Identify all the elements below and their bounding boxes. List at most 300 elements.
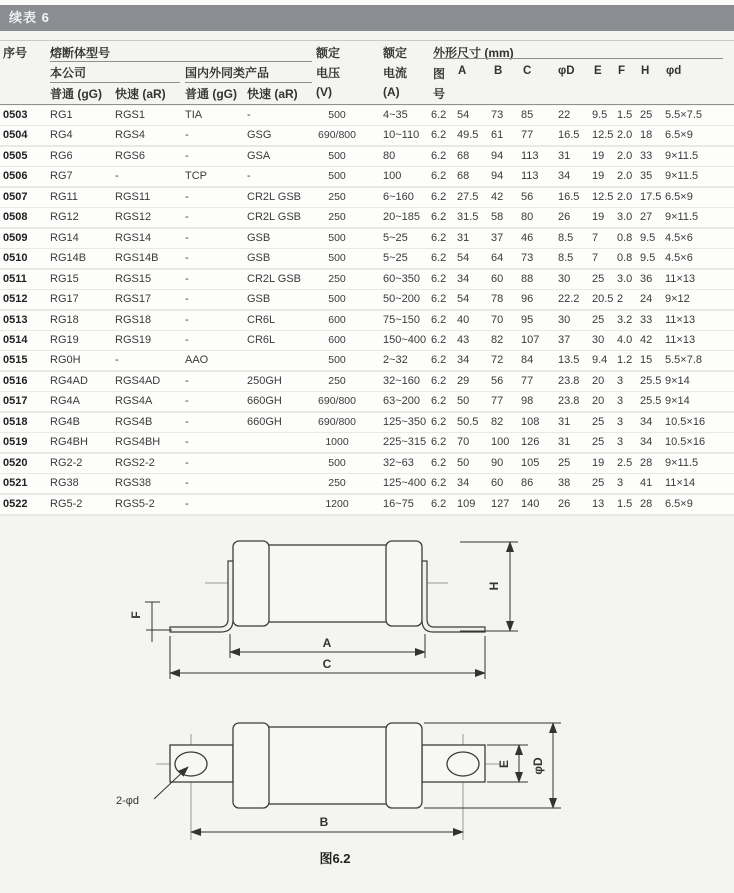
table-cell: 96 (521, 293, 534, 306)
table-cell: 3 (617, 415, 624, 428)
table-cell: - (115, 354, 119, 367)
dim-E-label: E (497, 759, 511, 769)
dim-col-header: φd (666, 65, 682, 77)
table-cell: 56 (521, 190, 534, 203)
col-company-ar: 快速 (aR) (115, 87, 166, 101)
table-cell: 35 (640, 170, 653, 183)
table-cell: 2 (617, 293, 624, 306)
table-cell: 1000 (325, 436, 349, 449)
table-row (0, 311, 734, 332)
table-cell: 34 (457, 272, 470, 285)
table-cell: 225~315 (383, 436, 427, 449)
table-cell: 24 (640, 293, 653, 306)
table-cell: 0507 (3, 190, 28, 203)
table-cell: 0522 (3, 497, 28, 510)
table-cell: 6.2 (431, 477, 447, 490)
company-underline (50, 82, 180, 83)
table-cell: 9.4 (592, 354, 608, 367)
table-cell: 0521 (3, 477, 28, 490)
table-cell: 6.2 (431, 149, 447, 162)
table-cell: 0505 (3, 149, 28, 162)
table-cell: 34 (457, 354, 470, 367)
col-serial-header: 序号 (3, 46, 28, 60)
table-cell: 4.0 (617, 333, 633, 346)
model-group-underline (50, 61, 312, 62)
table-cell: GSG (247, 129, 272, 142)
table-cell: 5.5×7.5 (665, 109, 703, 121)
table-cell: RG17 (50, 293, 79, 306)
table-row (0, 188, 734, 209)
fuse-left-cap (233, 723, 269, 808)
table-cell: RG4B (50, 415, 80, 428)
table-cell: 32~160 (383, 374, 421, 387)
table-cell: 9.5 (592, 109, 608, 121)
table-cell: 70 (491, 313, 504, 326)
table-cell: 2.0 (617, 149, 633, 162)
left-bracket (170, 561, 233, 632)
table-cell: 9×11.5 (665, 211, 699, 224)
table-cell: 37 (558, 333, 571, 346)
table-cell: 20 (592, 374, 605, 387)
table-cell: - (185, 293, 189, 306)
table-cell: 30 (558, 313, 571, 326)
table-cell: CR2L GSB (247, 190, 302, 203)
col-current-header2: 电流 (383, 66, 408, 80)
table-cell: 16.5 (558, 129, 580, 142)
dim-col-header: C (523, 65, 532, 77)
table-cell: 75~150 (383, 313, 421, 326)
section-title-bar (0, 5, 734, 31)
col-dims-group: 外形尺寸 (mm) (433, 46, 514, 60)
table-cell: 27 (640, 211, 653, 224)
right-terminal-tab (422, 745, 485, 782)
fuse-left-cap (233, 541, 269, 626)
figure-caption: 图6.2 (319, 851, 351, 866)
dim-F-label: F (129, 611, 143, 619)
table-cell: 98 (521, 395, 534, 408)
table-cell: GSB (247, 252, 271, 265)
table-cell: 60~350 (383, 272, 421, 285)
table-cell: 9×11.5 (665, 149, 699, 162)
table-cell: 9×14 (665, 374, 690, 387)
col-voltage-header3: (V) (316, 85, 332, 99)
col-company-gg: 普通 (gG) (50, 87, 102, 101)
table-cell: 500 (328, 231, 346, 244)
table-cell: RG18 (50, 313, 79, 326)
table-cell: 6.2 (431, 456, 447, 469)
table-cell: 9.5 (640, 252, 656, 265)
table-cell: - (185, 211, 189, 224)
table-cell: GSB (247, 293, 271, 306)
table-cell: 60 (491, 477, 504, 490)
table-cell: 250 (328, 211, 346, 224)
table-cell: 20 (592, 395, 605, 408)
table-cell: 11×13 (665, 272, 696, 285)
table-cell: 3 (617, 477, 624, 490)
table-cell: 34 (558, 170, 571, 183)
table-cell: 3.2 (617, 313, 633, 326)
table-row (0, 331, 734, 352)
table-row (0, 392, 734, 413)
table-cell: 107 (521, 333, 540, 346)
table-cell: 94 (491, 149, 504, 162)
table-row (0, 495, 734, 516)
table-cell: GSB (247, 231, 271, 244)
table-cell: 78 (491, 293, 504, 306)
table-cell: TIA (185, 109, 203, 121)
table-cell: 18 (640, 129, 653, 142)
table-cell: 4~35 (383, 109, 408, 121)
table-cell: 50~200 (383, 293, 421, 306)
table-cell: 11×13 (665, 313, 696, 326)
table-cell: RGS6 (115, 149, 145, 162)
table-cell: CR6L (247, 333, 276, 346)
table-cell: 56 (491, 374, 504, 387)
table-cell: 5~25 (383, 231, 408, 244)
table-cell: RG11 (50, 190, 78, 203)
table-cell: 3.0 (617, 211, 633, 224)
col-voltage-header2: 电压 (316, 66, 341, 80)
table-cell: RG4A (50, 395, 80, 408)
table-cell: - (185, 272, 189, 285)
table-cell: RG12 (50, 211, 79, 224)
table-cell: 0515 (3, 354, 28, 367)
dim-col-header: F (618, 65, 626, 77)
table-cell: 105 (521, 456, 540, 469)
table-cell: 1200 (325, 497, 349, 510)
dims-group-underline (433, 58, 723, 59)
table-cell: 31 (558, 149, 571, 162)
table-cell: - (185, 231, 189, 244)
table-cell: 250 (328, 374, 346, 387)
table-cell: 0511 (3, 272, 27, 285)
table-cell: RG6 (50, 149, 73, 162)
holes-label: 2-φd (116, 795, 140, 807)
table-cell: 127 (491, 497, 510, 510)
table-cell: RG38 (50, 477, 79, 490)
table-cell: 6.2 (431, 497, 447, 510)
table-cell: 6.2 (431, 415, 447, 428)
table-cell: - (185, 456, 189, 469)
dim-col-header: E (594, 65, 602, 77)
table-cell: RG4AD (50, 374, 88, 387)
table-cell: 11×13 (665, 333, 696, 346)
table-cell: 2.5 (617, 456, 633, 469)
table-cell: 34 (640, 436, 653, 449)
table-cell: 63~200 (383, 395, 421, 408)
table-cell: 29 (457, 374, 470, 387)
table-cell: 500 (328, 149, 346, 162)
table-cell: 125~350 (383, 415, 427, 428)
table-cell: 32~63 (383, 456, 414, 469)
table-cell: 500 (328, 354, 346, 367)
dim-H-label: H (487, 581, 501, 591)
table-cell: 25.5 (640, 374, 662, 387)
table-row (0, 454, 734, 475)
table-cell: 6.2 (431, 109, 447, 121)
table-cell: CR6L (247, 313, 276, 326)
table-cell: 600 (328, 313, 346, 326)
table-cell: 34 (640, 415, 653, 428)
table-cell: 6.2 (431, 231, 447, 244)
table-cell: 690/800 (318, 129, 356, 142)
table-cell: 54 (457, 252, 470, 265)
table-cell: 108 (521, 415, 540, 428)
fuse-table-body (0, 106, 734, 516)
table-cell: 500 (328, 170, 346, 183)
table-cell: 0506 (3, 170, 28, 183)
table-cell: 6.2 (431, 313, 447, 326)
table-cell: 0516 (3, 374, 28, 387)
table-cell: 0519 (3, 436, 28, 449)
fuse-body (268, 727, 387, 804)
col-fig-header2: 号 (433, 87, 446, 101)
table-cell: 27.5 (457, 190, 479, 203)
table-row (0, 372, 734, 393)
table-cell: RGS11 (115, 190, 151, 203)
table-cell: 0518 (3, 415, 28, 428)
right-bracket (422, 561, 485, 632)
table-cell: RG7 (50, 170, 73, 183)
table-cell: RGS14 (115, 231, 152, 244)
table-cell: 0508 (3, 211, 28, 224)
table-cell: CR2L GSB (247, 272, 302, 285)
table-cell: 660GH (247, 395, 282, 408)
table-cell: - (185, 129, 189, 142)
table-cell: 25 (592, 436, 605, 449)
table-cell: 0512 (3, 293, 28, 306)
table-cell: 86 (521, 477, 534, 490)
table-cell: AAO (185, 354, 209, 367)
table-row (0, 290, 734, 311)
table-cell: 80 (521, 211, 534, 224)
table-cell: 6.2 (431, 395, 447, 408)
table-cell: 19 (592, 170, 605, 183)
dim-B-label: B (319, 815, 329, 829)
table-cell: 6.2 (431, 211, 447, 224)
table-cell: 40 (457, 313, 470, 326)
table-cell: 6.2 (431, 293, 447, 306)
col-fig-header1: 图 (433, 67, 446, 81)
table-cell: 16~75 (383, 497, 414, 510)
table-cell: 46 (521, 231, 534, 244)
table-cell: 8.5 (558, 231, 574, 244)
table-cell: - (185, 313, 189, 326)
table-cell: 37 (491, 231, 504, 244)
table-cell: 72 (491, 354, 504, 367)
table-cell: 0510 (3, 252, 28, 265)
table-cell: 94 (491, 170, 504, 183)
table-cell: 100 (383, 170, 402, 183)
table-cell: 12.5 (592, 190, 614, 203)
table-cell: 10.5×16 (665, 415, 706, 428)
col-domestic-group: 国内外同类产品 (185, 66, 270, 80)
table-row (0, 208, 734, 229)
table-cell: 68 (457, 170, 470, 183)
table-cell: 600 (328, 333, 346, 346)
table-cell: 31.5 (457, 211, 479, 224)
domestic-underline (185, 82, 312, 83)
table-cell: 113 (521, 149, 539, 162)
table-cell: 82 (491, 415, 504, 428)
col-model-group: 熔断体型号 (50, 46, 111, 60)
table-cell: 31 (558, 436, 571, 449)
table-cell: 125~400 (383, 477, 427, 490)
table-cell: 500 (328, 109, 346, 121)
table-cell: - (185, 497, 189, 510)
col-company-group: 本公司 (50, 66, 87, 80)
dim-col-header: B (494, 65, 503, 77)
table-cell: 19 (592, 149, 605, 162)
table-cell: 49.5 (457, 129, 479, 142)
table-cell: 25 (592, 415, 605, 428)
table-cell: 73 (521, 252, 534, 265)
table-cell: 250 (328, 272, 346, 285)
table-cell: RG4BH (50, 436, 88, 449)
table-cell: 500 (328, 252, 346, 265)
table-cell: 20.5 (592, 293, 614, 306)
table-cell: 33 (640, 313, 653, 326)
table-cell: 250 (328, 477, 346, 490)
table-cell: 100 (491, 436, 510, 449)
table-cell: 82 (491, 333, 504, 346)
table-row (0, 126, 734, 147)
table-cell: 54 (457, 293, 470, 306)
table-cell: 1.2 (617, 354, 633, 367)
col-current-header3: (A) (383, 85, 400, 99)
table-cell: 13 (592, 497, 605, 510)
table-cell: 9×11.5 (665, 456, 699, 469)
table-cell: 10~110 (383, 129, 420, 142)
table-cell: 690/800 (318, 415, 356, 428)
table-cell: 19 (592, 456, 605, 469)
table-cell: 85 (521, 109, 534, 121)
fuse-side-view-drawing (0, 520, 734, 698)
header-bottom-rule (0, 104, 734, 105)
table-row (0, 351, 734, 372)
table-cell: 150~400 (383, 333, 427, 346)
table-cell: 1.5 (617, 497, 633, 510)
table-cell: 28 (640, 456, 653, 469)
table-cell: 42 (640, 333, 653, 346)
table-row (0, 229, 734, 250)
table-cell: - (185, 374, 189, 387)
table-cell: 43 (457, 333, 470, 346)
table-cell: - (247, 170, 251, 183)
dim-A-label: A (322, 636, 332, 650)
table-cell: 42 (491, 190, 504, 203)
table-cell: RGS19 (115, 333, 152, 346)
table-cell: 5~25 (383, 252, 408, 265)
table-cell: 30 (592, 333, 605, 346)
table-cell: 80 (383, 149, 396, 162)
table-cell: 84 (521, 354, 534, 367)
table-cell: 500 (328, 293, 346, 306)
table-cell: 0.8 (617, 231, 633, 244)
table-cell: - (185, 477, 189, 490)
table-cell: 3.0 (617, 272, 633, 285)
table-cell: - (185, 149, 189, 162)
table-cell: RG15 (50, 272, 79, 285)
table-cell: - (185, 333, 189, 346)
table-cell: 2~32 (383, 354, 408, 367)
table-cell: - (185, 436, 189, 449)
table-cell: 90 (491, 456, 504, 469)
col-domestic-ar: 快速 (aR) (247, 87, 298, 101)
table-cell: 6.2 (431, 374, 447, 387)
table-cell: 2.0 (617, 190, 633, 203)
table-cell: 60 (491, 272, 504, 285)
table-cell: RG19 (50, 333, 79, 346)
table-cell: 3 (617, 436, 624, 449)
table-cell: TCP (185, 170, 207, 183)
table-cell: 109 (457, 497, 476, 510)
table-cell: GSA (247, 149, 271, 162)
table-cell: RGS14B (115, 252, 159, 265)
table-cell: 58 (491, 211, 504, 224)
table-cell: 5.5×7.8 (665, 354, 703, 367)
table-cell: RG2-2 (50, 456, 83, 469)
table-cell: 6.5×9 (665, 129, 693, 142)
table-cell: 3 (617, 395, 624, 408)
left-terminal-tab (170, 745, 233, 782)
header-top-rule (0, 40, 734, 41)
table-cell: - (185, 252, 189, 265)
table-cell: 25 (640, 109, 653, 121)
dim-C-label: C (322, 657, 332, 671)
table-cell: 9×12 (665, 293, 690, 306)
table-cell: 4.5×6 (665, 252, 693, 265)
table-cell: RGS4B (115, 415, 153, 428)
table-cell: 6.2 (431, 272, 447, 285)
table-cell: 70 (457, 436, 470, 449)
table-cell: 77 (521, 374, 534, 387)
table-cell: RGS12 (115, 211, 152, 224)
table-row (0, 106, 734, 127)
table-cell: 77 (521, 129, 534, 142)
table-cell: 23.8 (558, 395, 580, 408)
table-cell: 88 (521, 272, 534, 285)
table-cell: 61 (491, 129, 504, 142)
table-cell: 12.5 (592, 129, 614, 142)
table-row (0, 147, 734, 168)
table-cell: 126 (521, 436, 540, 449)
table-row (0, 474, 734, 495)
table-cell: 25 (592, 477, 605, 490)
table-cell: RGS4A (115, 395, 153, 408)
table-cell: 11×14 (665, 477, 696, 490)
table-cell: 23.8 (558, 374, 580, 387)
col-domestic-gg: 普通 (gG) (185, 87, 237, 101)
table-cell: 25.5 (640, 395, 662, 408)
table-cell: RG4 (50, 129, 73, 142)
table-cell: 6.2 (431, 354, 447, 367)
table-cell: RGS4 (115, 129, 145, 142)
table-cell: 690/800 (318, 395, 356, 408)
table-cell: 19 (592, 211, 605, 224)
table-cell: 250GH (247, 374, 282, 387)
table-cell: 6.5×9 (665, 497, 693, 510)
table-cell: 22 (558, 109, 571, 121)
table-cell: 140 (521, 497, 540, 510)
col-voltage-header1: 额定 (316, 46, 341, 60)
table-cell: 6~160 (383, 190, 414, 203)
fuse-body (268, 545, 387, 622)
dim-D-label: φD (531, 757, 545, 775)
table-cell: RGS18 (115, 313, 152, 326)
table-row (0, 249, 734, 270)
table-cell: 0513 (3, 313, 28, 326)
